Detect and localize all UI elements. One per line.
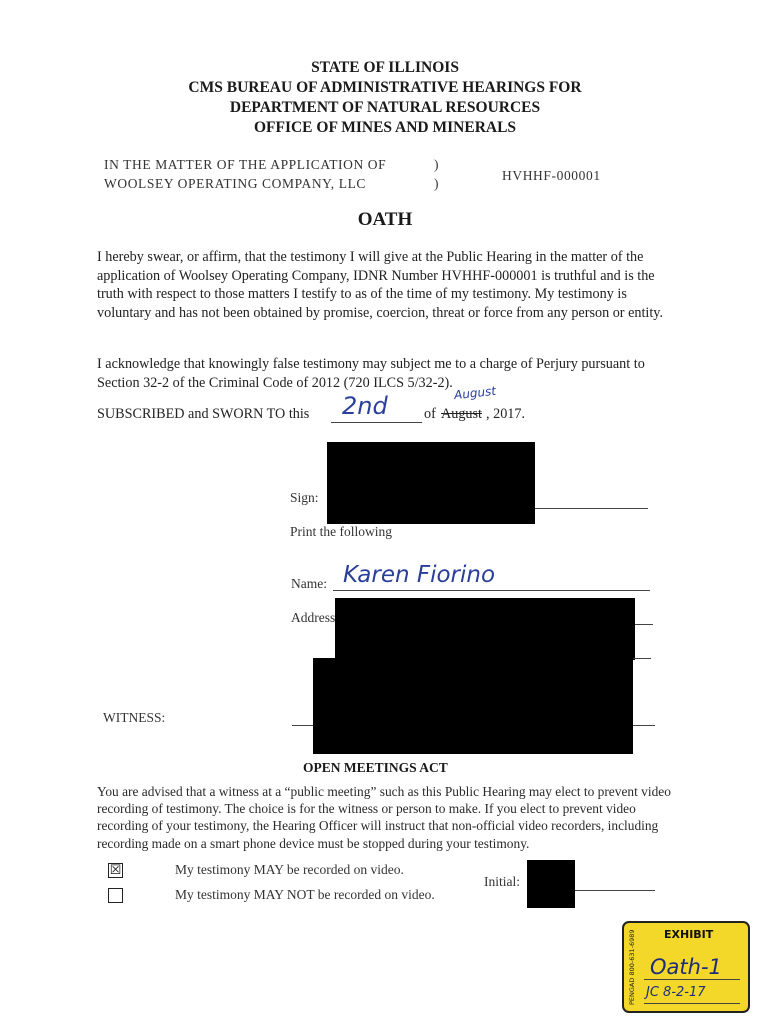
caption-line-2: WOOLSEY OPERATING COMPANY, LLC xyxy=(104,176,367,191)
caption-paren-1: ) xyxy=(434,157,440,172)
exhibit-sticker xyxy=(622,921,750,1013)
address-label: Address xyxy=(291,610,336,625)
print-label: Print the following xyxy=(290,524,392,539)
witness-line-right xyxy=(633,725,655,726)
witness-label: WITNESS: xyxy=(103,710,166,725)
month-handwritten: August xyxy=(453,383,497,403)
header-line-1: STATE OF ILLINOIS xyxy=(311,59,459,76)
check-mark-icon: ☒ xyxy=(109,863,122,878)
name-label: Name: xyxy=(291,576,327,591)
caption-paren-2: ) xyxy=(434,176,440,191)
oath-title: OATH xyxy=(357,209,413,230)
address-line-2 xyxy=(633,658,651,659)
redacted-initial xyxy=(527,860,575,908)
redacted-signature xyxy=(327,442,535,524)
name-handwritten: Karen Fiorino xyxy=(343,562,496,588)
address-line-1 xyxy=(635,624,653,625)
exhibit-title: EXHIBIT xyxy=(664,928,714,941)
option-may-not-label: My testimony MAY NOT be recorded on video. xyxy=(175,887,435,902)
initial-line xyxy=(575,890,655,891)
name-line xyxy=(333,590,650,591)
exhibit-line-1 xyxy=(644,979,740,980)
header-line-2: CMS BUREAU OF ADMINISTRATIVE HEARINGS FOR xyxy=(188,79,582,96)
subscribed-prefix: SUBSCRIBED and SWORN TO this xyxy=(97,406,310,422)
month-printed: August xyxy=(441,406,482,422)
redacted-address-1 xyxy=(335,598,635,660)
initial-label: Initial: xyxy=(484,874,520,889)
day-line xyxy=(331,422,422,423)
case-caption xyxy=(104,155,386,193)
sign-label: Sign: xyxy=(290,490,319,505)
may-not-record-checkbox[interactable] xyxy=(108,888,123,903)
day-handwritten: 2nd xyxy=(342,392,388,420)
exhibit-label: Oath-1 xyxy=(650,955,722,979)
of-word: of xyxy=(424,406,436,422)
open-meetings-title: OPEN MEETINGS ACT xyxy=(303,760,448,775)
sign-line xyxy=(535,508,648,509)
case-number: HVHHF-000001 xyxy=(502,168,601,183)
page-header xyxy=(0,58,770,138)
option-may-label: My testimony MAY be recorded on video. xyxy=(175,862,404,877)
header-line-4: OFFICE OF MINES AND MINERALS xyxy=(253,119,517,136)
exhibit-line-2 xyxy=(644,1003,740,1004)
sticker-side-text: PENGAD 800-631-6989 xyxy=(628,929,636,1005)
may-record-checkbox[interactable] xyxy=(108,863,123,878)
oath-paragraph: I hereby swear, or affirm, that the testimony I will give at the Public Hearing in the matter of the application of Woolsey Operating Company, IDNR Number HVHHF-000001 is truthful and is the truth with respect to those matters I testify to as of the time of my testimony. My testimony is voluntary and has not been obtained by promise, coercion, threat or force from any person or entity. xyxy=(97,249,664,321)
redacted-address-2 xyxy=(313,658,633,754)
open-meetings-text: You are advised that a witness at a “public meeting” such as this Public Hearing may elect to prevent video recording of testimony. The choice is for the witness or person to make. If you elect to prevent video recording of your testimony, the Hearing Officer will instruct that non-official video recorders, including recording made on a smart phone device must be stopped during your testimony. xyxy=(97,784,671,851)
witness-line-left xyxy=(292,725,313,726)
year-suffix: , 2017. xyxy=(486,406,526,422)
perjury-paragraph: I acknowledge that knowingly false testimony may subject me to a charge of Perjury pursuant to Section 32-2 of the Criminal Code of 2012 (720 ILCS 5/32-2). xyxy=(97,356,645,391)
exhibit-initials-date: JC 8-2-17 xyxy=(646,985,706,1000)
header-line-3: DEPARTMENT OF NATURAL RESOURCES xyxy=(229,99,541,116)
caption-line-1: IN THE MATTER OF THE APPLICATION OF xyxy=(104,157,387,172)
